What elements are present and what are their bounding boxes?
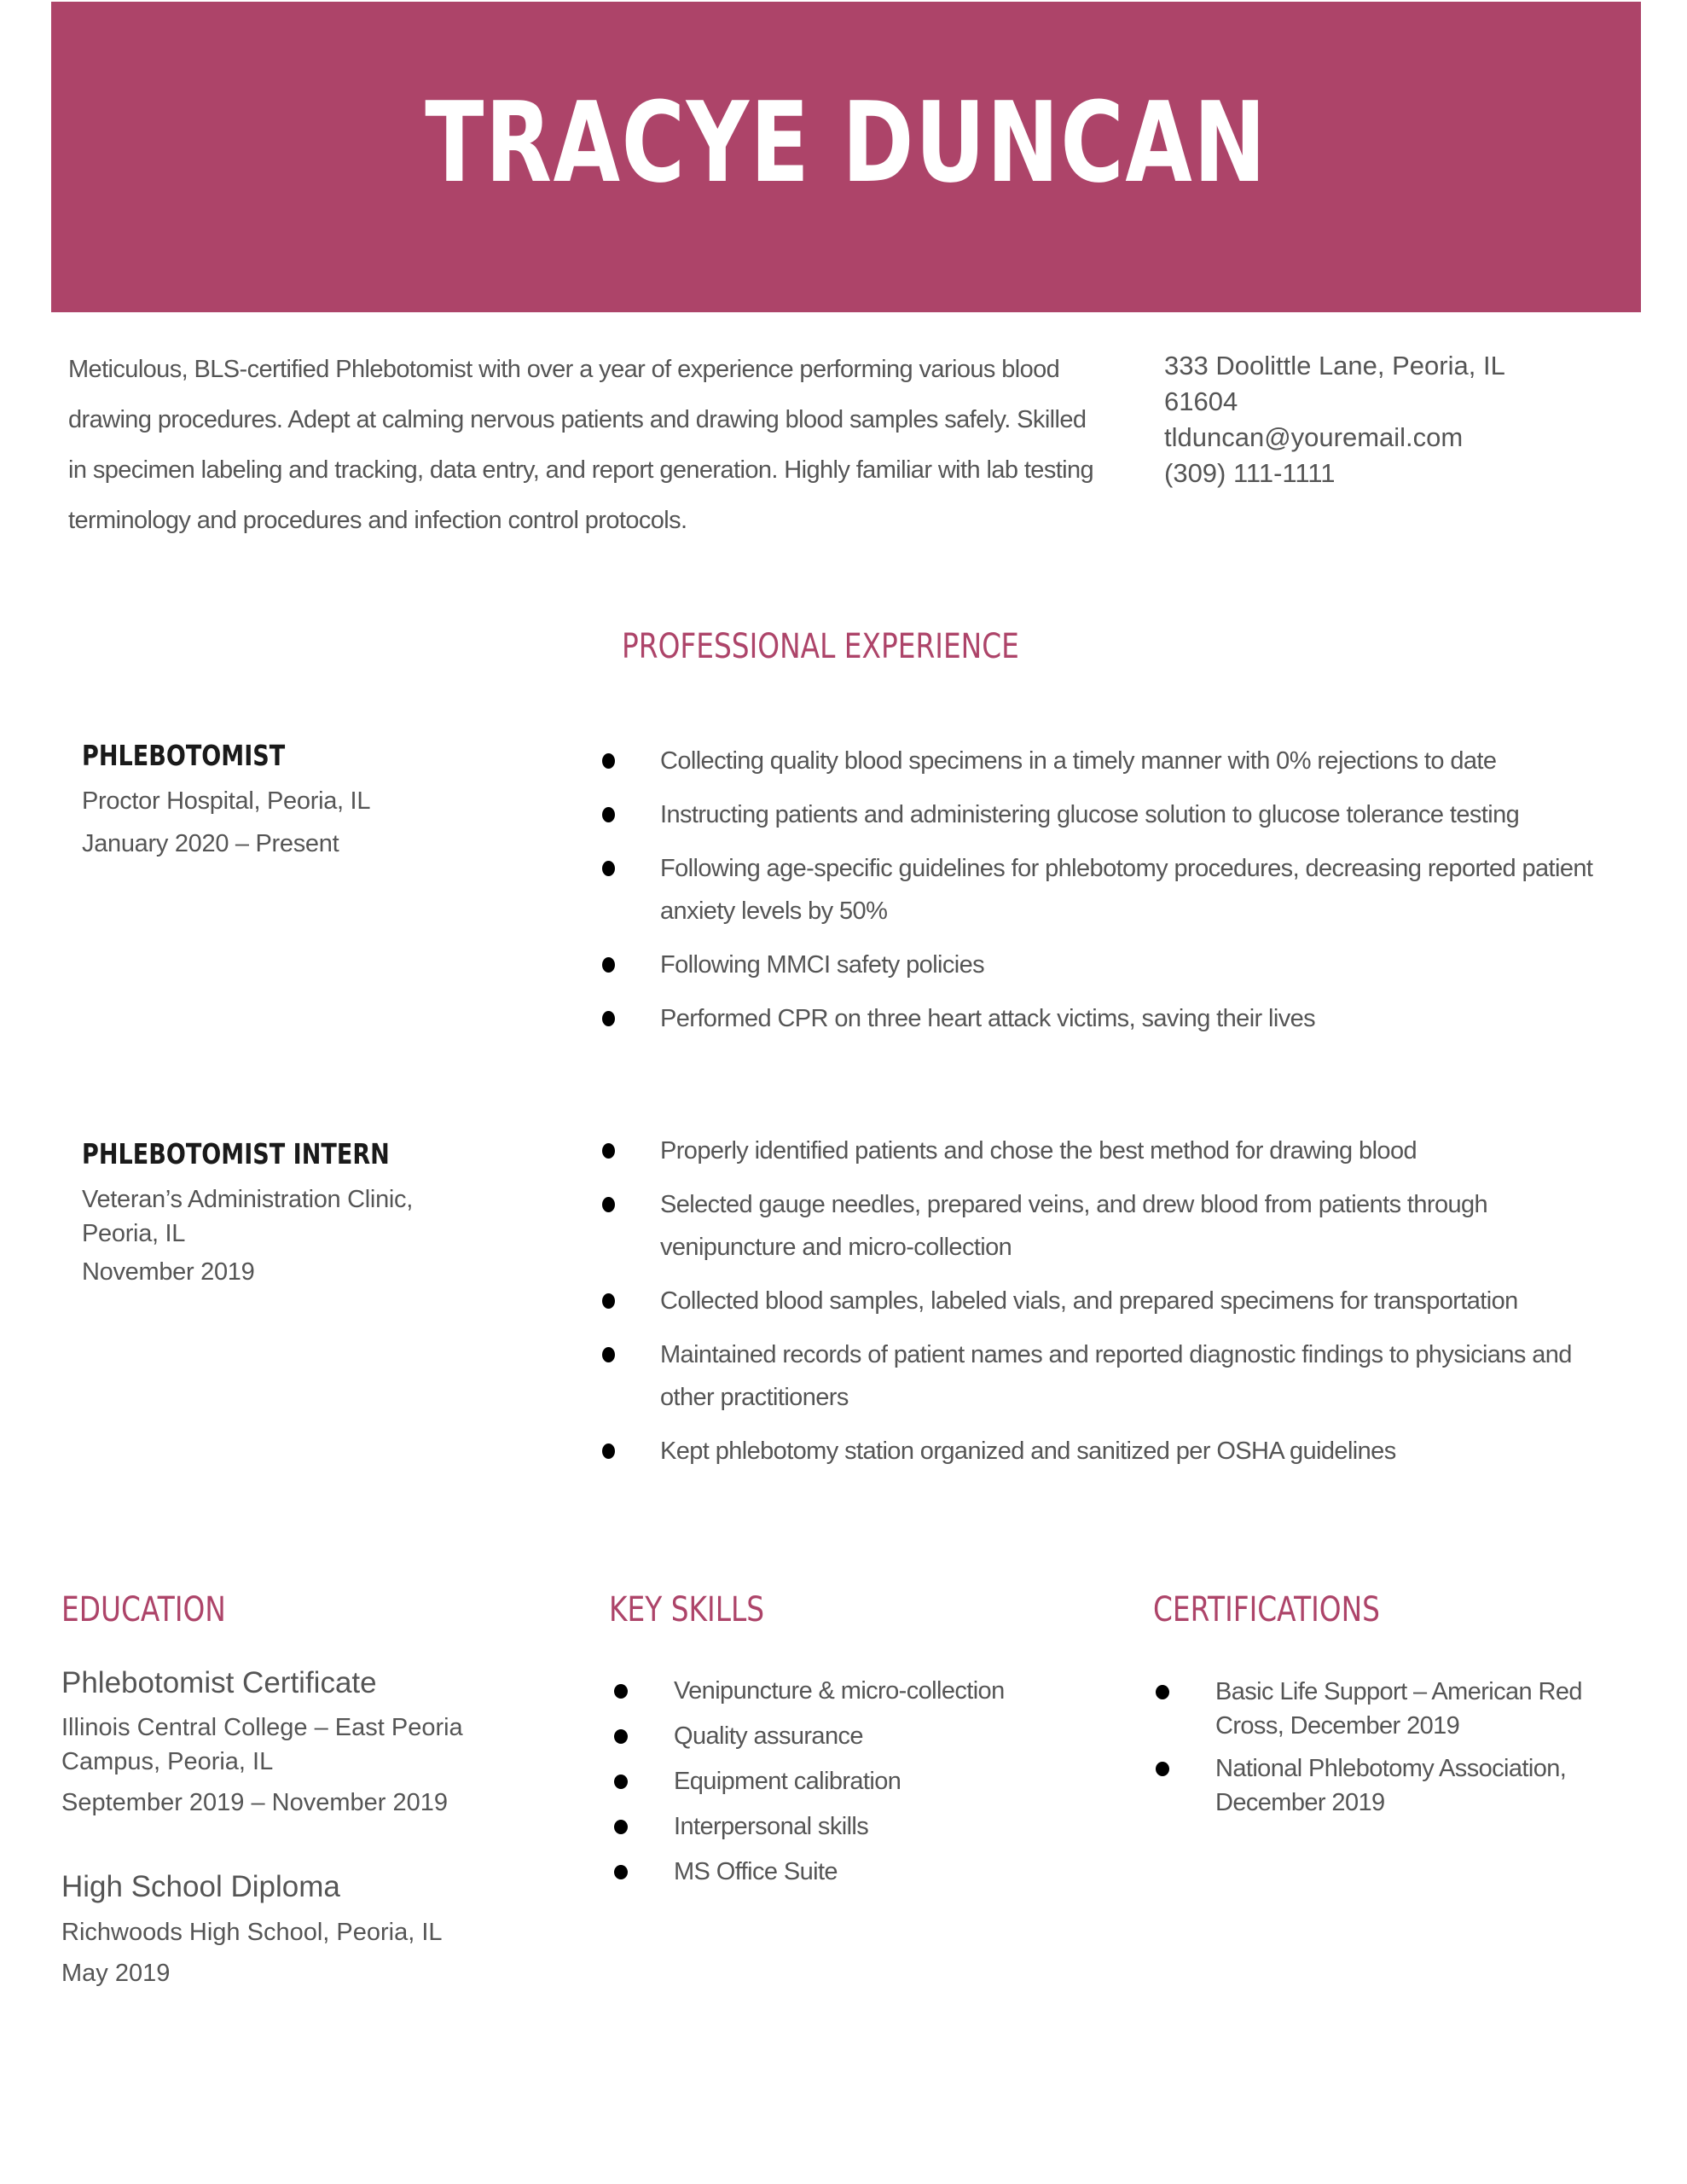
job-bullet-list	[602, 740, 1668, 1051]
bullet-icon	[1156, 1685, 1169, 1699]
section-title-skills: KEY SKILLS	[609, 1590, 765, 1629]
phone-number[interactable]: (309) 111-1111	[1164, 458, 1336, 488]
candidate-name: TRACYE DUNCAN	[425, 78, 1267, 207]
list-item: Selected gauge needles, prepared veins, and drew blood from patients through venipuncture and micro-collection	[602, 1183, 1591, 1269]
education-degree: High School Diploma	[61, 1870, 340, 1903]
bullet-icon	[602, 1143, 615, 1159]
bullet-icon	[602, 753, 615, 769]
list-item: Collecting quality blood specimens in a timely manner with 0% rejections to date	[602, 740, 1668, 782]
list-item: Kept phlebotomy station organized and sanitized per OSHA guidelines	[602, 1430, 1591, 1472]
education-degree: Phlebotomist Certificate	[61, 1666, 377, 1699]
bullet-icon	[614, 1820, 628, 1834]
list-item: Equipment calibration	[614, 1764, 1126, 1798]
contact-info	[1164, 348, 1642, 491]
bullet-icon	[602, 1197, 615, 1212]
list-item: Interpersonal skills	[614, 1809, 1126, 1844]
section-title-education: EDUCATION	[61, 1590, 226, 1629]
header-banner	[51, 2, 1641, 312]
list-item: Quality assurance	[614, 1719, 1126, 1753]
list-item: Following MMCI safety policies	[602, 944, 1668, 986]
bullet-icon	[602, 807, 615, 822]
bullet-icon	[602, 1293, 615, 1309]
list-item: Basic Life Support – American Red Cross, December 2019	[1156, 1675, 1616, 1743]
list-item: Venipuncture & micro-collection	[614, 1674, 1126, 1708]
job-bullet-list	[602, 1130, 1591, 1484]
bullet-icon	[602, 861, 615, 876]
list-item: Maintained records of patient names and reported diagnostic findings to physicians and other practitioners	[602, 1333, 1591, 1419]
job-title: PHLEBOTOMIST INTERN	[82, 1137, 390, 1170]
job-meta	[82, 780, 370, 865]
list-item: Following age-specific guidelines for phlebotomy procedures, decreasing reported patient anxiety levels by 50%	[602, 847, 1632, 932]
address-line-1: 333 Doolittle Lane, Peoria, IL	[1164, 351, 1505, 380]
list-item: Performed CPR on three heart attack victims, saving their lives	[602, 997, 1668, 1040]
skills-list	[614, 1674, 1126, 1889]
education-school: Richwoods High School, Peoria, IL May 2019	[61, 1915, 443, 1990]
list-item: National Phlebotomy Association, December 2019	[1156, 1751, 1616, 1820]
bullet-icon	[614, 1684, 628, 1699]
list-item: Collected blood samples, labeled vials, and prepared specimens for transportation	[602, 1280, 1591, 1322]
bullet-icon	[1156, 1762, 1169, 1776]
list-item: Instructing patients and administering glucose solution to glucose tolerance testing	[602, 793, 1668, 836]
job-meta	[82, 1182, 413, 1293]
section-title-experience: PROFESSIONAL EXPERIENCE	[622, 627, 1019, 666]
address-line-2: 61604	[1164, 386, 1238, 416]
job-title: PHLEBOTOMIST	[82, 739, 286, 772]
certifications-list	[1156, 1675, 1616, 1820]
job-employer-location: Peoria, IL	[82, 1220, 186, 1247]
job-dates: November 2019	[82, 1258, 255, 1286]
job-employer: Veteran’s Administration Clinic,	[82, 1186, 414, 1213]
job-dates: January 2020 – Present	[82, 830, 339, 857]
education-school: Illinois Central College – East Peoria Campus, Peoria, IL September 2019 – November 2019	[61, 1711, 463, 1820]
bullet-icon	[614, 1729, 628, 1744]
bullet-icon	[614, 1774, 628, 1789]
bullet-icon	[614, 1865, 628, 1879]
job-employer: Proctor Hospital, Peoria, IL	[82, 787, 371, 815]
education-dates: May 2019	[61, 1960, 171, 1987]
list-item: MS Office Suite	[614, 1855, 1126, 1889]
email-address[interactable]: tlduncan@youremail.com	[1164, 422, 1464, 452]
bullet-icon	[602, 1011, 615, 1026]
education-dates: September 2019 – November 2019	[61, 1789, 449, 1816]
bullet-icon	[602, 1443, 615, 1459]
bullet-icon	[602, 957, 615, 973]
bullet-icon	[602, 1347, 615, 1362]
professional-summary: Meticulous, BLS-certified Phlebotomist with over a year of experience performing various blood drawing procedures. Adept at calming nervous patients and drawing blood samples safely. Skilled in specimen labeling and tracking, data entry, and report generation. Highly familiar with lab testing terminology and procedures and infection control protocols.	[68, 356, 1094, 534]
section-title-certifications: CERTIFICATIONS	[1153, 1590, 1380, 1629]
list-item: Properly identified patients and chose the best method for drawing blood	[602, 1130, 1591, 1172]
